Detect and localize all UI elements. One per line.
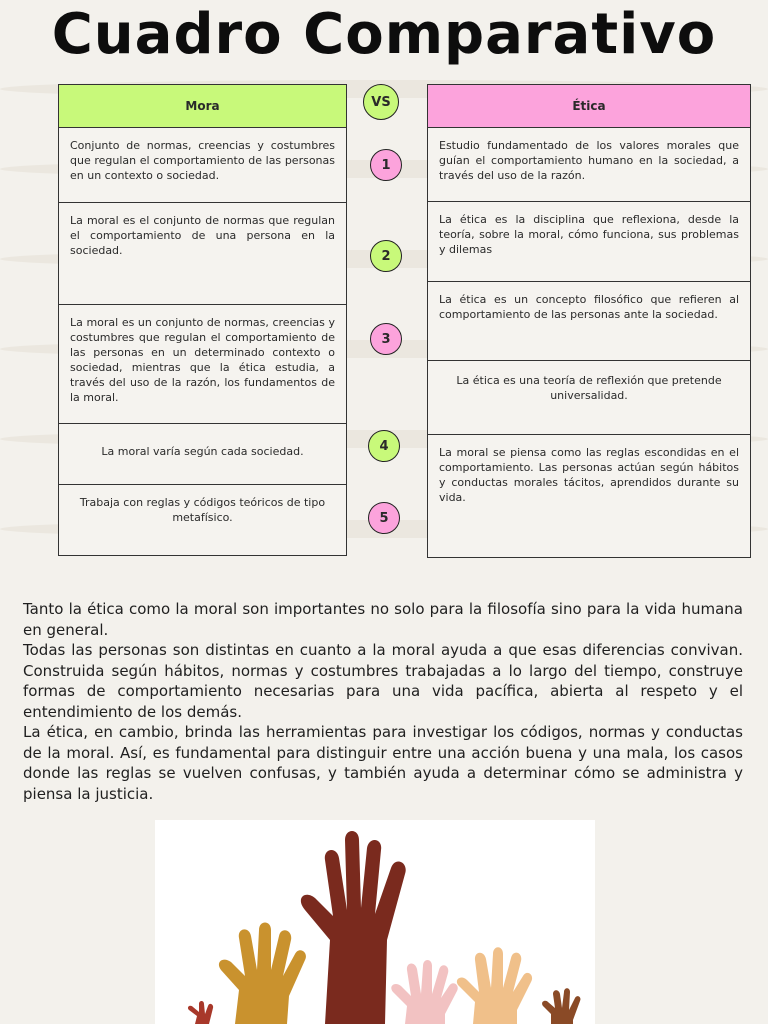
mora-cell-4: La moral varía según cada sociedad.: [59, 424, 346, 485]
number-circle-3: 3: [370, 323, 402, 355]
raised-hands-image: [155, 820, 595, 1024]
mora-cell-2: La moral es el conjunto de normas que regulan el comportamiento de una persona en la sociedad.: [59, 203, 346, 305]
number-circle-5: 5: [368, 502, 400, 534]
mora-cell-5: Trabaja con reglas y códigos teóricos de tipo metafísico.: [79, 496, 326, 524]
etica-cell-4: La ética es una teoría de reflexión que pretende universalidad.: [428, 361, 750, 435]
brown-hand: [301, 831, 406, 1024]
mora-column: [58, 84, 347, 556]
number-circle-1: 1: [370, 149, 402, 181]
mora-header: Mora: [59, 84, 346, 128]
small-brown-hand: [542, 988, 580, 1024]
etica-header: Ética: [428, 84, 750, 128]
etica-cell-1: Estudio fundamentado de los valores morales que guían el comportamiento humano en la sociedad, a través del uso de la razón.: [428, 128, 750, 202]
etica-cell-2: La ética es la disciplina que reflexiona, desde la teoría, sobre la moral, cómo funciona, sus problemas y dilemas: [428, 202, 750, 282]
number-circle-4: 4: [368, 430, 400, 462]
number-circle-2: 2: [370, 240, 402, 272]
pink-hand: [391, 960, 457, 1024]
paragraph-3: La ética, en cambio, brinda las herramientas para investigar los códigos, normas y conductas de la moral. Así, es fundamental para distinguir entre una acción buena y una mala, los casos donde las reglas se vuelven confusas, y también ayuda a determinar cómo se administra y piensa la justicia.: [23, 723, 743, 803]
page-title: Cuadro Comparativo: [51, 2, 717, 67]
etica-cell-5: La moral se piensa como las reglas escondidas en el comportamiento. Las personas actúan según hábitos y conductas morales tácitos, aprendidos durante su vida.: [439, 446, 739, 504]
mora-cell-3: La moral es un conjunto de normas, creencias y costumbres que regulan el comportamiento de las personas en un determinado contexto o sociedad, mientras que la ética estudia, a través del uso de la razón, los fundamentos de la moral.: [59, 305, 346, 424]
etica-cell-3: La ética es un concepto filosófico que refieren al comportamiento de las personas ante la sociedad.: [428, 282, 750, 361]
small-red-hand: [188, 1001, 213, 1024]
peach-hand: [457, 947, 532, 1024]
paragraph-2: Todas las personas son distintas en cuanto a la moral ayuda a que esas diferencias convivan. Construida según hábitos, normas y costumbres trabajadas a lo largo del tiempo, construye formas de comportamiento necesarias para una vida pacífica, abierta al respeto y el entendimiento de los demás.: [23, 641, 743, 721]
etica-column: [427, 84, 751, 558]
mora-cell-1: Conjunto de normas, creencias y costumbres que regulan el comportamiento de las personas en un contexto o sociedad.: [59, 128, 346, 203]
ochre-hand: [219, 923, 306, 1024]
paragraph-1: Tanto la ética como la moral son importantes no solo para la filosofía sino para la vida humana en general.: [23, 600, 743, 639]
vs-badge: VS: [363, 84, 399, 120]
hands-illustration: [155, 820, 595, 1024]
conclusion-text: [23, 599, 743, 804]
